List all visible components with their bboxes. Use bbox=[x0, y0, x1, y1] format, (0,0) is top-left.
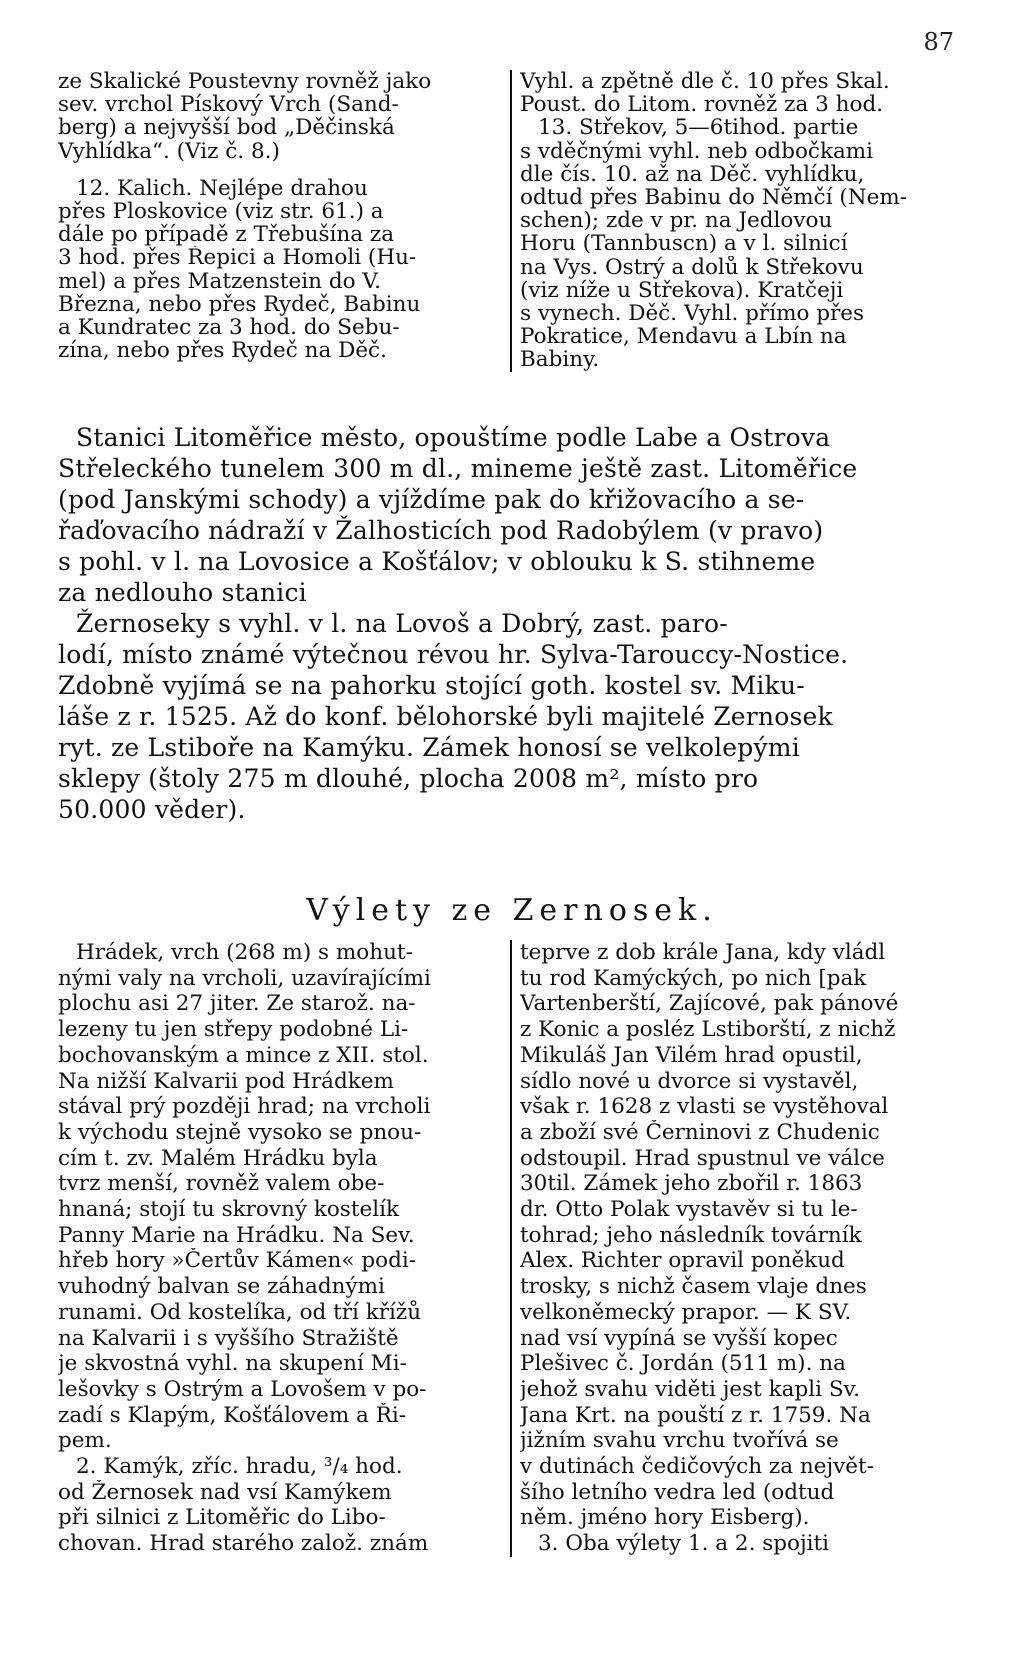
text-line: a Kundratec za 3 hod. do Sebu- bbox=[58, 316, 400, 340]
text-line: 3 hod. přes Řepici a Homoli (Hu- bbox=[58, 246, 417, 270]
text-line: s vděčnými vyhl. neb odbočkami bbox=[520, 139, 874, 163]
text-line: Poust. do Litom. rovněž za 3 hod. bbox=[520, 93, 884, 117]
text-line: jižním svahu vrchu tvořívá se bbox=[520, 1428, 839, 1454]
text-line: lešovky s Ostrým a Lovošem v po- bbox=[58, 1376, 427, 1402]
text-line: Alex. Richter opravil poněkud bbox=[520, 1248, 845, 1274]
bottom-two-column-section bbox=[58, 940, 968, 1557]
text-line: nými valy na vrcholi, uzavírajícími bbox=[58, 965, 431, 991]
text-line: odstoupil. Hrad spustnul ve válce bbox=[520, 1145, 885, 1171]
text-line: Žernoseky s vyhl. v l. na Lovoš a Dobrý, zast. paro- bbox=[76, 609, 728, 638]
text-line: od Žernosek nad vsí Kamýkem bbox=[58, 1479, 392, 1505]
text-line: stával prý později hrad; na vrcholi bbox=[58, 1094, 431, 1120]
text-line: 13. Střekov, 5—6tihod. partie bbox=[538, 116, 859, 140]
text-line: (pod Janskými schody) a vjíždíme pak do křižovacího a se- bbox=[58, 485, 805, 514]
text-line: Vyhl. a zpětně dle č. 10 přes Skal. bbox=[520, 70, 890, 94]
text-line: 3. Oba výlety 1. a 2. spojiti bbox=[538, 1531, 830, 1557]
text-line: runami. Od kostelíka, od tří křížů bbox=[58, 1299, 422, 1325]
text-line: sev. vrchol Pískový Vrch (Sand- bbox=[58, 93, 399, 117]
text-line: zína, nebo přes Rydeč na Děč. bbox=[58, 339, 387, 363]
text-line: a zboží své Černinovi z Chudenic bbox=[520, 1119, 880, 1145]
text-line: tvrz menší, rovněž valem obe- bbox=[58, 1171, 385, 1197]
text-line: schen); zde v pr. na Jedlovou bbox=[520, 209, 833, 233]
text-line: Plešivec č. Jordán (511 m). na bbox=[520, 1351, 846, 1377]
text-line: plochu asi 27 jiter. Ze starož. na- bbox=[58, 991, 416, 1017]
text-line: Horu (Tannbuscn) a v l. silnicí bbox=[520, 232, 848, 256]
text-line bbox=[58, 163, 502, 177]
page-number: 87 bbox=[923, 28, 954, 56]
text-line: hnaná; stojí tu skrovný kostelík bbox=[58, 1197, 399, 1223]
text-line: tohrad; jeho následník továrník bbox=[520, 1222, 862, 1248]
text-line: Hrádek, vrch (268 m) s mohut- bbox=[76, 940, 413, 965]
text-line: přes Ploskovice (viz str. 61.) a bbox=[58, 200, 384, 224]
text-line: chovan. Hrad starého založ. znám bbox=[58, 1531, 429, 1557]
bottom-left-column bbox=[58, 940, 512, 1557]
text-line: 2. Kamýk, zříc. hradu, ³/₄ hod. bbox=[76, 1454, 403, 1480]
text-line: Na nižší Kalvarii pod Hrádkem bbox=[58, 1068, 394, 1094]
text-line: lezeny tu jen střepy podobné Li- bbox=[58, 1017, 409, 1043]
text-line: 30til. Zámek jeho zbořil r. 1863 bbox=[520, 1171, 863, 1197]
text-line: lodí, místo známé výtečnou révou hr. Sylva-Tarouccy-Nostice. bbox=[58, 640, 849, 669]
text-line: (viz níže u Střekova). Kratčeji bbox=[520, 278, 844, 303]
text-line: s vynech. Děč. Vyhl. přímo přes bbox=[520, 302, 865, 326]
text-line: ze Skalické Poustevny rovněž jako bbox=[58, 70, 432, 94]
text-line: v dutinách čedičových za největ- bbox=[520, 1454, 874, 1480]
text-line: berg) a nejvyšší bod „Děčinská bbox=[58, 116, 395, 140]
text-line: je skvostná vyhl. na skupení Mi- bbox=[58, 1351, 407, 1377]
text-line: při silnici z Litoměřic do Libo- bbox=[58, 1505, 386, 1531]
text-line: mel) a přes Matzenstein do V. bbox=[58, 269, 381, 293]
text-line: Panny Marie na Hrádku. Na Sev. bbox=[58, 1222, 415, 1248]
text-line: vuhodný balvan se záhadnými bbox=[58, 1274, 385, 1300]
text-line: Vyhlídka“. (Viz č. 8.) bbox=[58, 139, 280, 163]
text-line: velkoněmecký prapor. — K SV. bbox=[520, 1299, 852, 1325]
text-line: zadí s Klapým, Košťálovem a Ři- bbox=[58, 1402, 407, 1428]
text-line: trosky, s nichž časem vlaje dnes bbox=[520, 1274, 867, 1300]
text-line: teprve z dob krále Jana, kdy vládl bbox=[520, 940, 886, 965]
text-line: nad vsí vypíná se vyšší kopec bbox=[520, 1325, 838, 1351]
text-line: na Vys. Ostrý a dolů k Střekovu bbox=[520, 255, 864, 279]
text-line: dále po případě z Třebušína za bbox=[58, 223, 395, 247]
text-line: však r. 1628 z vlasti se vystěhoval bbox=[520, 1094, 889, 1120]
text-line: Střeleckého tunelem 300 m dl., mineme ještě zast. Litoměřice bbox=[58, 454, 858, 483]
text-line: dle čís. 10. až na Děč. vyhlídku, bbox=[520, 162, 865, 187]
text-line: na Kalvarii i s vyššího Stražiště bbox=[58, 1325, 399, 1351]
text-line: Pokratice, Mendavu a Lbín na bbox=[520, 325, 847, 349]
top-right-column bbox=[512, 70, 960, 372]
top-left-column bbox=[58, 70, 512, 372]
text-line: řaďovacího nádraží v Žalhosticích pod Radobýlem (v pravo) bbox=[58, 516, 824, 545]
text-line: cím t. zv. Malém Hrádku byla bbox=[58, 1145, 378, 1171]
section-heading: Výlety ze Zernosek. bbox=[306, 893, 718, 928]
text-line: 12. Kalich. Nejlépe drahou bbox=[76, 176, 368, 201]
text-line: Jana Krt. na pouští z r. 1759. Na bbox=[520, 1402, 871, 1428]
text-line: sídlo nové u dvorce si vystavěl, bbox=[520, 1068, 859, 1094]
text-line: sklepy (štoly 275 m dlouhé, plocha 2008 m², místo pro bbox=[58, 764, 759, 793]
text-line: 50.000 věder). bbox=[58, 795, 246, 824]
text-line: z Konic a posléz Lstiborští, z nichž bbox=[520, 1017, 896, 1043]
text-line: Babiny. bbox=[520, 348, 600, 372]
text-line: Vartenberští, Zajícové, pak pánové bbox=[520, 991, 899, 1017]
top-two-column-section bbox=[58, 70, 968, 372]
text-line: jehož svahu viděti jest kapli Sv. bbox=[520, 1376, 860, 1402]
bottom-right-column bbox=[512, 940, 960, 1557]
text-line: Mikuláš Jan Vilém hrad opustil, bbox=[520, 1042, 863, 1068]
text-line: dr. Otto Polak vystavěv si tu le- bbox=[520, 1197, 858, 1223]
text-line: něm. jméno hory Eisberg). bbox=[520, 1505, 810, 1531]
text-line: tu rod Kamýckých, po nich [pak bbox=[520, 965, 867, 991]
text-line: pem. bbox=[58, 1428, 112, 1454]
text-line: Stanici Litoměřice město, opouštíme podle Labe a Ostrova bbox=[76, 423, 831, 452]
text-line: láše z r. 1525. Až do konf. bělohorské byli majitelé Zernosek bbox=[58, 702, 833, 731]
text-line: k východu stejně vysoko se pnou- bbox=[58, 1119, 422, 1145]
text-line: Března, nebo přes Rydeč, Babinu bbox=[58, 292, 421, 317]
text-line: šího letního vedra led (odtud bbox=[520, 1479, 835, 1505]
text-line: bochovanským a mince z XII. stol. bbox=[58, 1042, 429, 1068]
text-line: ryt. ze Lstiboře na Kamýku. Zámek honosí se velkolepými bbox=[58, 733, 800, 762]
text-line: s pohl. v l. na Lovosice a Košťálov; v oblouku k S. stihneme bbox=[58, 547, 816, 576]
text-line: odtud přes Babinu do Němčí (Nem- bbox=[520, 186, 907, 210]
text-line: za nedlouho stanici bbox=[58, 578, 307, 607]
main-paragraph bbox=[58, 422, 968, 825]
text-line: Zdobně vyjímá se na pahorku stojící goth. kostel sv. Miku- bbox=[58, 671, 805, 700]
text-line: hřeb hory »Čertův Kámen« podi- bbox=[58, 1248, 417, 1274]
